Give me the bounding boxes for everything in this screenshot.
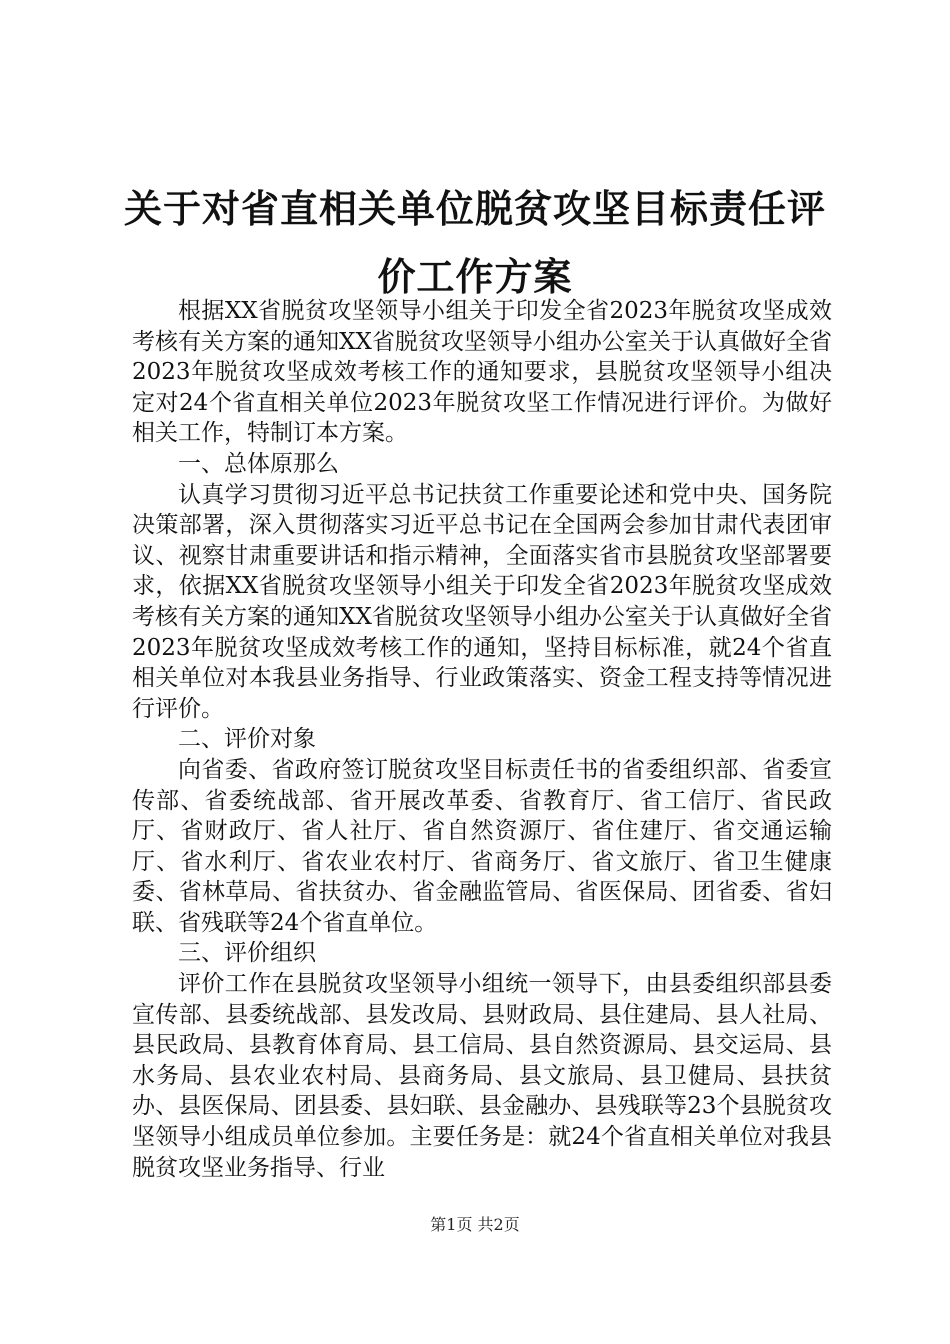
section-paragraph-2: 向省委、省政府签订脱贫攻坚目标责任书的省委组织部、省委宣传部、省委统战部、省开展改革委、省教育厅、省工信厅、省民政厅、省财政厅、省人社厅、省自然资源厅、省住建厅、省交通运输厅、省水利厅、省农业农村厅、省商务厅、省文旅厅、省卫生健康委、省林草局、省扶贫办、省金融监管局、省医保局、团省委、省妇联、省残联等24个省直单位。 [132,756,832,936]
document-title: 关于对省直相关单位脱贫攻坚目标责任评价工作方案 [123,186,826,299]
section-paragraph-1: 认真学习贯彻习近平总书记扶贫工作重要论述和党中央、国务院决策部署，深入贯彻落实习近平总书记在全国两会参加甘肃代表团审议、视察甘肃重要讲话和指示精神，全面落实省市县脱贫攻坚部署要求，依据XX省脱贫攻坚领导小组关于印发全省2023年脱贫攻坚成效考核有关方案的通知XX省脱贫攻坚领导小组办公室关于认真做好全省2023年脱贫攻坚成效考核工作的通知，坚持目标标准，就24个省直相关单位对本我县业务指导、行业政策落实、资金工程支持等情况进行评价。 [132,481,832,722]
section-heading-1: 一、总体原那么 [178,450,339,477]
section-heading-3: 三、评价组织 [178,940,316,967]
section-heading-2: 二、评价对象 [178,726,316,753]
document-body [132,296,832,1183]
page-footer: 第1页 共2页 [430,1215,520,1234]
intro-paragraph: 根据XX省脱贫攻坚领导小组关于印发全省2023年脱贫攻坚成效考核有关方案的通知XX省脱贫攻坚领导小组办公室关于认真做好全省2023年脱贫攻坚成效考核工作的通知要求，县脱贫攻坚领导小组决定对24个省直相关单位2023年脱贫攻坚工作情况进行评价。为做好相关工作，特制订本方案。 [132,298,832,447]
section-paragraph-3: 评价工作在县脱贫攻坚领导小组统一领导下，由县委组织部县委宣传部、县委统战部、县发改局、县财政局、县住建局、县人社局、县民政局、县教育体育局、县工信局、县自然资源局、县交运局、县水务局、县农业农村局、县商务局、县文旅局、县卫健局、县扶贫办、县医保局、团县委、县妇联、县金融办、县残联等23个县脱贫攻坚领导小组成员单位参加。主要任务是：就24个省直相关单位对我县脱贫攻坚业务指导、行业 [132,971,832,1181]
